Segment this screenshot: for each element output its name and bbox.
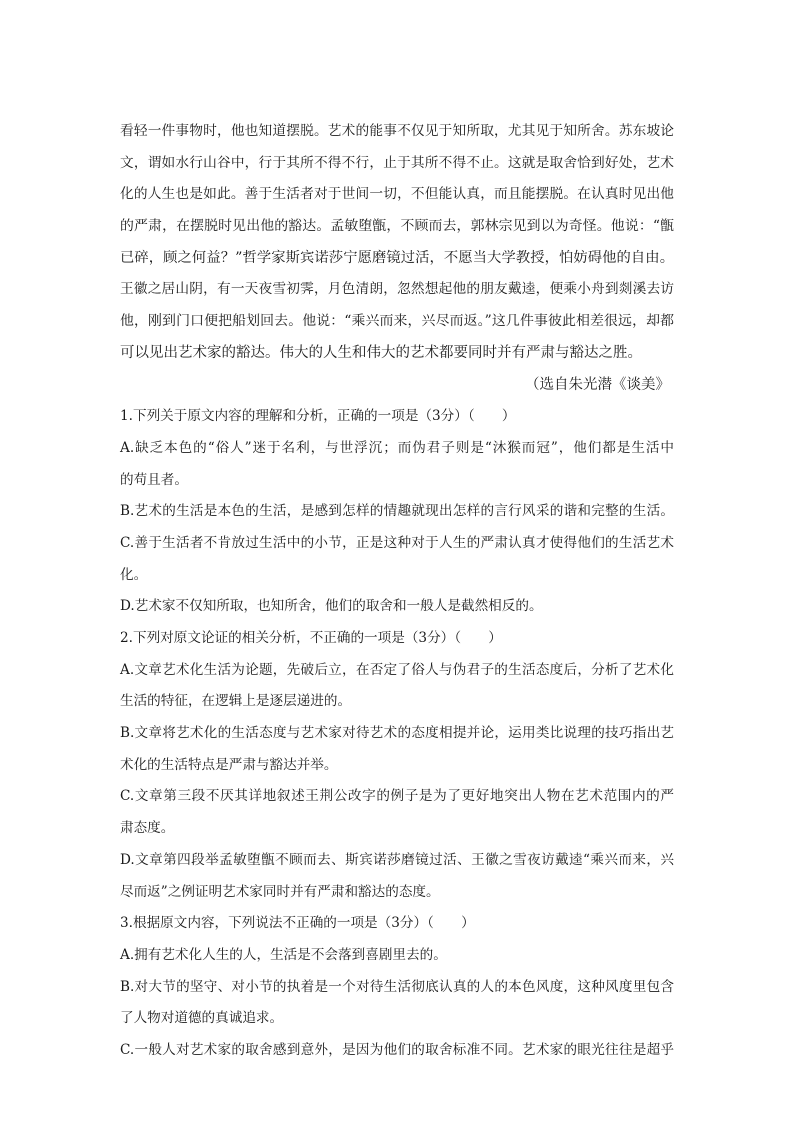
question-option: B.文章将艺术化的生活态度与艺术家对待艺术的态度相提并论，运用类比说理的技巧指出艺 <box>120 725 674 742</box>
question-option: 生活的特征，在逻辑上是逐层递进的。 <box>120 693 352 710</box>
passage <box>120 116 674 401</box>
question-option: C.文章第三段不厌其详地叙述王荆公改字的例子是为了更好地突出人物在艺术范围内的严 <box>120 788 674 805</box>
questions <box>120 401 674 1066</box>
question-option: 了人物对道德的真诚追求。 <box>120 1010 284 1027</box>
passage-line: 已碎，顾之何益？”哲学家斯宾诺莎宁愿磨镜过活，不愿当大学教授，怕妨碍他的自由。 <box>120 249 674 266</box>
question-option: B.艺术的生活是本色的生活，是感到怎样的情趣就现出怎样的言行风采的谐和完整的生活。 <box>120 503 674 520</box>
passage-line: 看轻一件事物时，他也知道摆脱。艺术的能事不仅见于知所取，尤其见于知所舍。苏东坡论 <box>120 123 674 139</box>
passage-line: 化的人生也是如此。善于生活者对于世间一切，不但能认真，而且能摆脱。在认真时见出他 <box>120 186 674 203</box>
passage-line: 可以见出艺术家的豁达。伟大的人生和伟大的艺术都要同时并有严肃与豁达之胜。 <box>120 344 642 361</box>
question-option: B.对大节的坚守、对小节的执着是一个对待生活彻底认真的人的本色风度，这种风度里包含 <box>120 978 674 995</box>
question-option: A.缺乏本色的“俗人”迷于名利，与世浮沉；而伪君子则是“沐猴而冠”，他们都是生活中 <box>120 439 674 456</box>
question-stem: 2.下列对原文论证的相关分析，不正确的一项是（3分）（ ） <box>120 630 502 646</box>
question-option: A.文章艺术化生活为论题，先破后立，在否定了俗人与伪君子的生活态度后，分析了艺术化 <box>120 661 674 678</box>
question-option: C.善于生活者不肯放过生活中的小节，正是这种对于人生的严肃认真才使得他们的生活艺术 <box>120 534 674 551</box>
question-option: 术化的生活特点是严肃与豁达并举。 <box>120 756 338 773</box>
question-stem: 1.下列关于原文内容的理解和分析，正确的一项是（3分）（ ） <box>120 408 516 425</box>
question-option: 肃态度。 <box>120 820 175 837</box>
question-option: D.艺术家不仅知所取，也知所舍，他们的取舍和一般人是截然相反的。 <box>120 598 543 615</box>
passage-line: 文，谓如水行山谷中，行于其所不得不行，止于其所不得不止。这就是取舍恰到好处，艺术 <box>120 154 674 171</box>
passage-source: （选自朱光潜《谈美》 <box>525 376 670 393</box>
question-option: 化。 <box>120 566 148 583</box>
document-page <box>120 116 674 1067</box>
passage-line: 的严肃，在摆脱时见出他的豁达。孟敏堕甑，不顾而去，郭林宗见到以为奇怪。他说：“甑 <box>120 218 674 235</box>
question-option: D.文章第四段举孟敏堕甑不顾而去、斯宾诺莎磨镜过活、王徽之雪夜访戴逵“乘兴而来，兴 <box>120 851 674 868</box>
question-option: A.拥有艺术化人生的人，生活是不会落到喜剧里去的。 <box>120 946 447 963</box>
question-option: 的苟且者。 <box>120 471 188 488</box>
passage-line: 他，刚到门口便把船划回去。他说：“乘兴而来，兴尽而返。”这几件事彼此相差很远，却都 <box>120 313 674 330</box>
question-stem: 3.根据原文内容，下列说法不正确的一项是（3分）（ ） <box>120 915 475 932</box>
question-option: C.一般人对艺术家的取舍感到意外，是因为他们的取舍标准不同。艺术家的眼光往往是超乎 <box>120 1041 674 1058</box>
passage-line: 王徽之居山阴，有一天夜雪初霁，月色清朗，忽然想起他的朋友戴逵，便乘小舟到剡溪去访 <box>120 281 674 298</box>
question-option: 尽而返”之例证明艺术家同时并有严肃和豁达的态度。 <box>120 883 440 900</box>
